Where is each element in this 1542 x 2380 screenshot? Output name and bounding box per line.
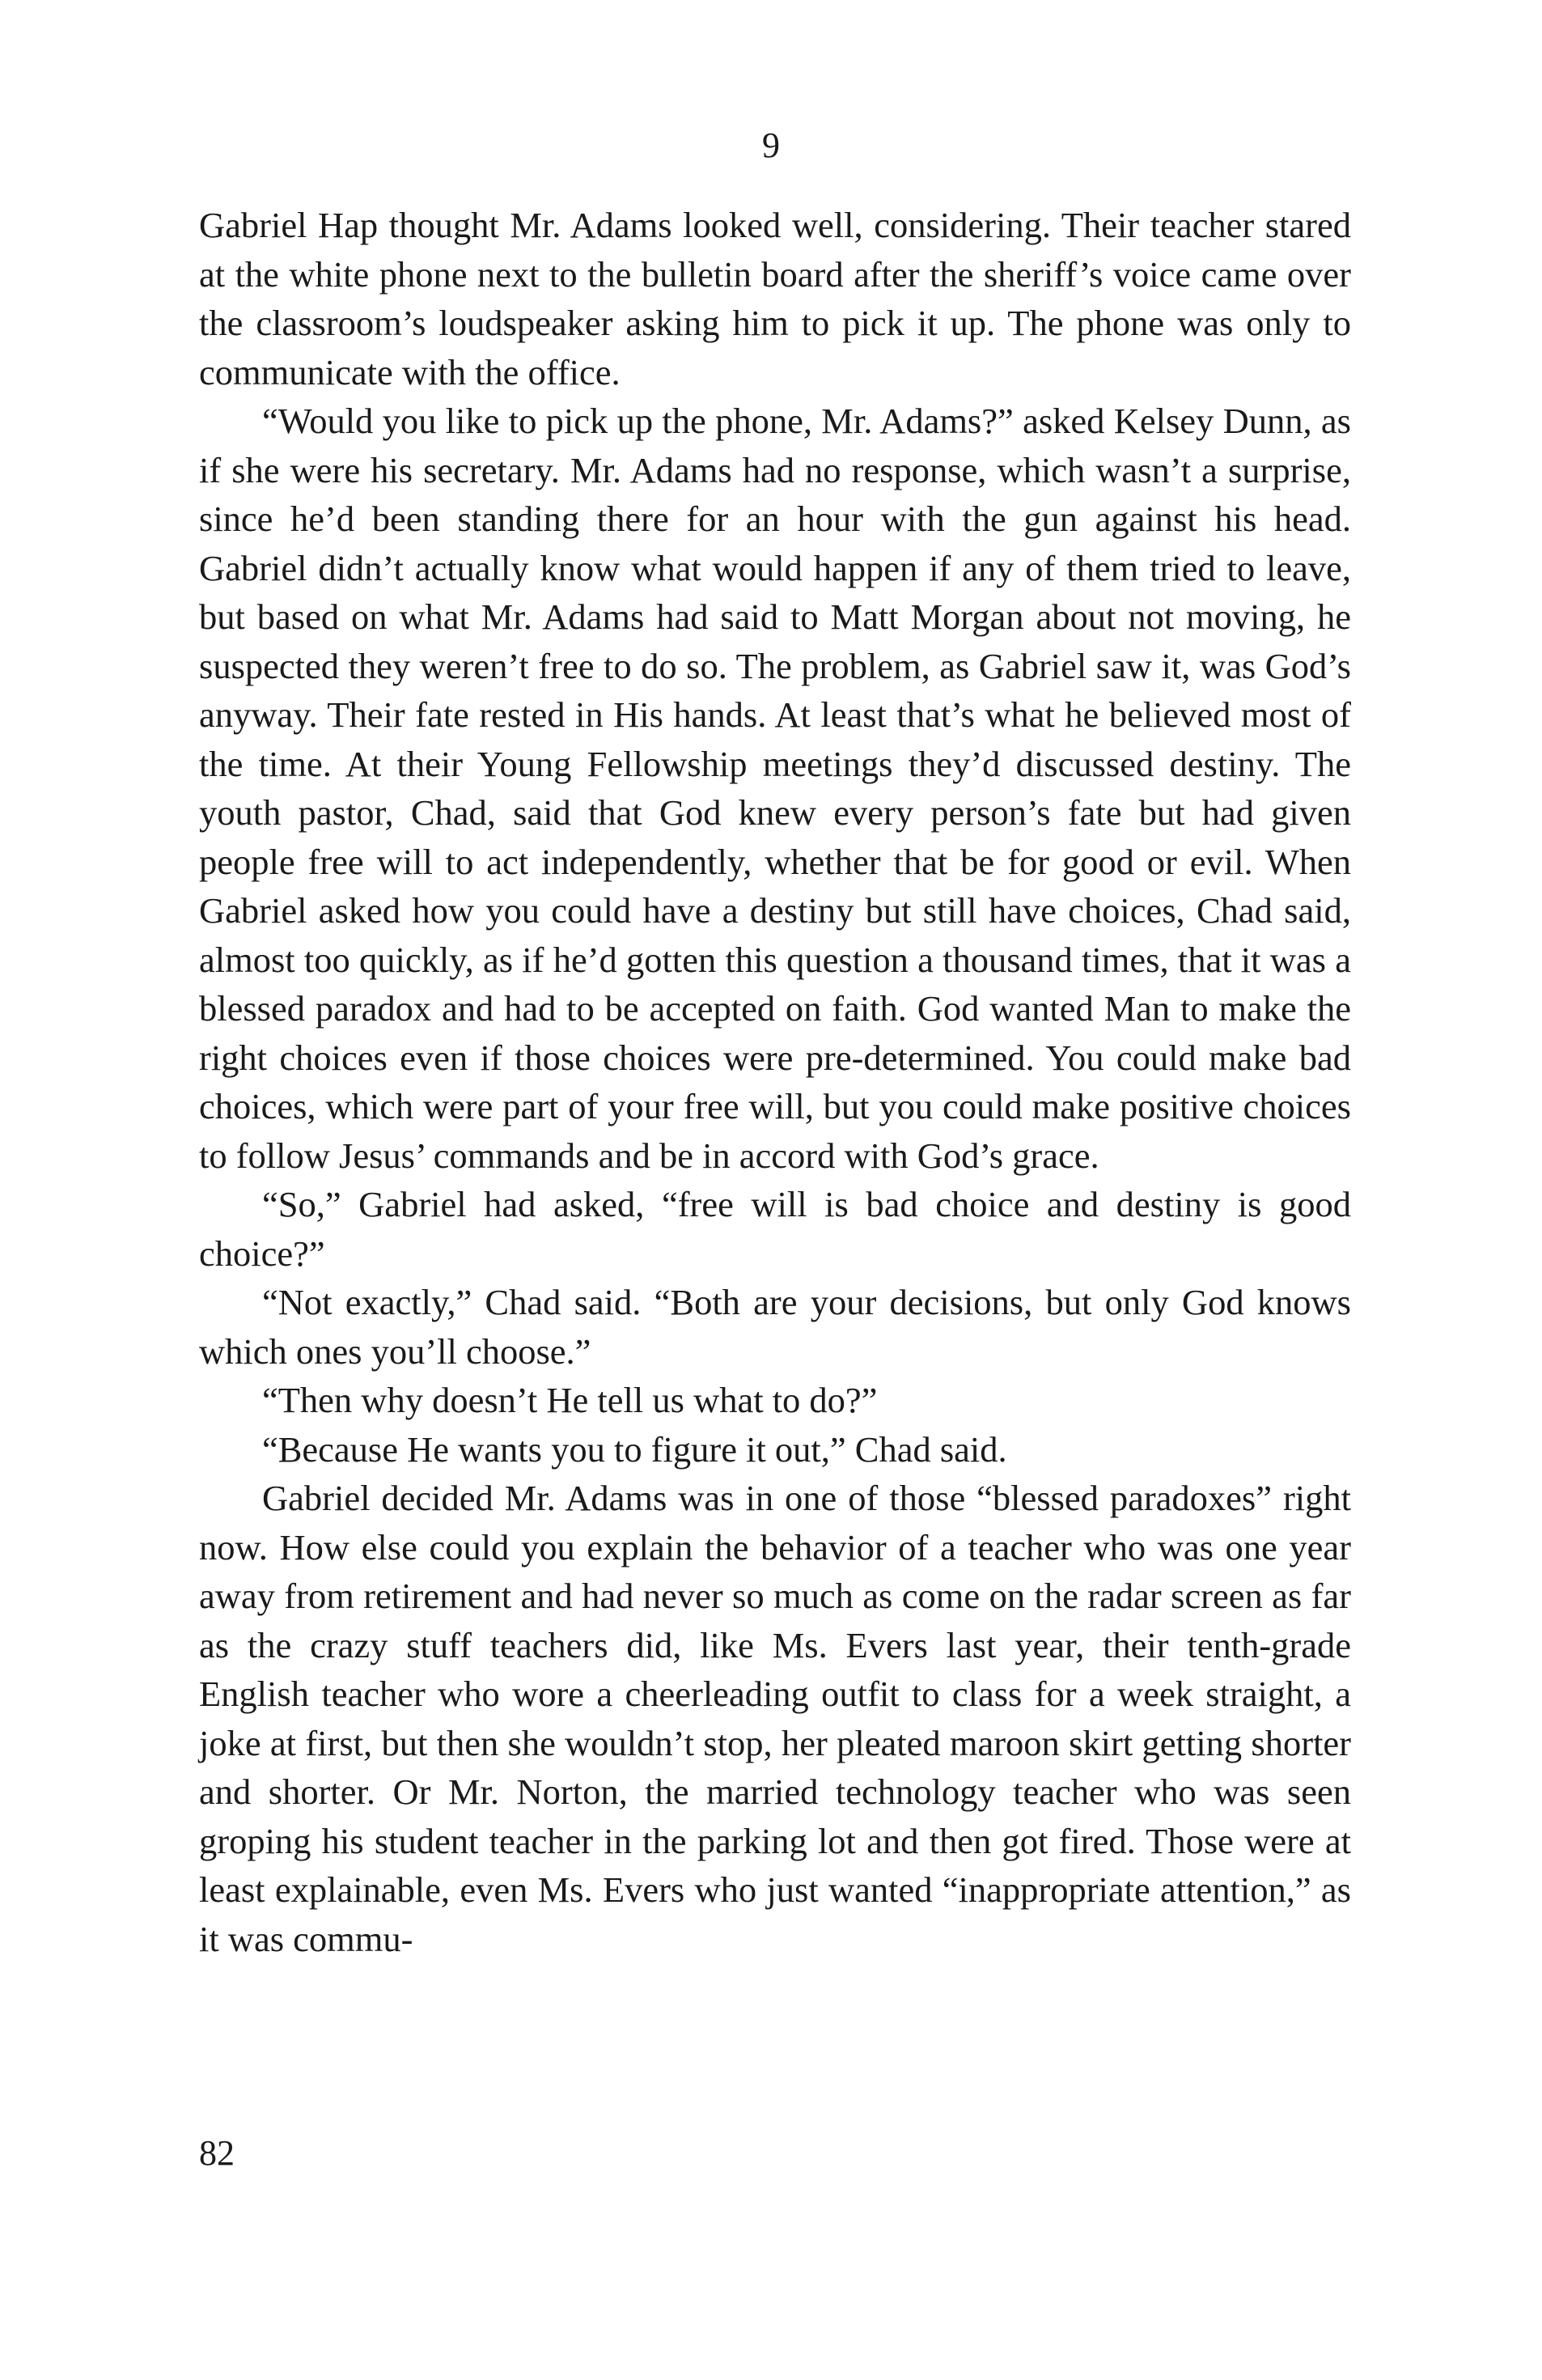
paragraph: Gabriel Hap thought Mr. Adams looked well, considering. Their teacher stared at the white phone next to the bulletin board after the sheriff’s voice came over the classroom’s loudspeaker asking him to pick it up. The phone was only to communicate with the office. <box>199 205 1351 392</box>
chapter-number: 9 <box>762 125 780 165</box>
paragraph: “So,” Gabriel had asked, “free will is bad choice and destiny is good choice?” <box>199 1184 1351 1274</box>
page-number: 82 <box>199 2133 235 2173</box>
paragraph: “Then why doesn’t He tell us what to do?” <box>262 1380 878 1420</box>
paragraph: Gabriel decided Mr. Adams was in one of those “blessed paradoxes” right now. How else could you explain the behavior of a teacher who was one year away from retirement and had never so much as come on the radar screen as far as the crazy stuff teachers did, like Ms. Evers last year, their tenth-grade English teacher who wore a cheerleading outfit to class for a week straight, a joke at first, but then she wouldn’t stop, her pleated maroon skirt getting shorter and shorter. Or Mr. Norton, the married technology teacher who was seen groping his student teacher in the parking lot and then got fired. Those were at least explainable, even Ms. Evers who just wanted “inappropriate attention,” as it was commu- <box>199 1478 1351 1959</box>
paragraph: “Would you like to pick up the phone, Mr. Adams?” asked Kelsey Dunn, as if she were his secretary. Mr. Adams had no response, which wasn’t a surprise, since he’d been standing there for an hour with the gun against his head. Gabriel didn’t actually know what would happen if any of them tried to leave, but based on what Mr. Adams had said to Matt Morgan about not moving, he suspected they weren’t free to do so. The problem, as Gabriel saw it, was God’s anyway. Their fate rested in His hands. At least that’s what he believed most of the time. At their Young Fellowship meetings they’d discussed destiny. The youth pastor, Chad, said that God knew every person’s fate but had given people free will to act independently, whether that be for good or evil. When Gabriel asked how you could have a destiny but still have choices, Chad said, almost too quickly, as if he’d gotten this question a thousand times, that it was a blessed paradox and had to be accepted on faith. God wanted Man to make the right choices even if those choices were pre-determined. You could make bad choices, which were part of your free will, but you could make positive choices to follow Jesus’ commands and be in accord with God’s grace. <box>199 401 1351 1176</box>
paragraph: “Because He wants you to figure it out,” Chad said. <box>262 1428 1007 1470</box>
paragraph: “Not exactly,” Chad said. “Both are your decisions, but only God knows which ones you’ll choose.” <box>199 1282 1351 1372</box>
body-text <box>199 201 1351 1963</box>
